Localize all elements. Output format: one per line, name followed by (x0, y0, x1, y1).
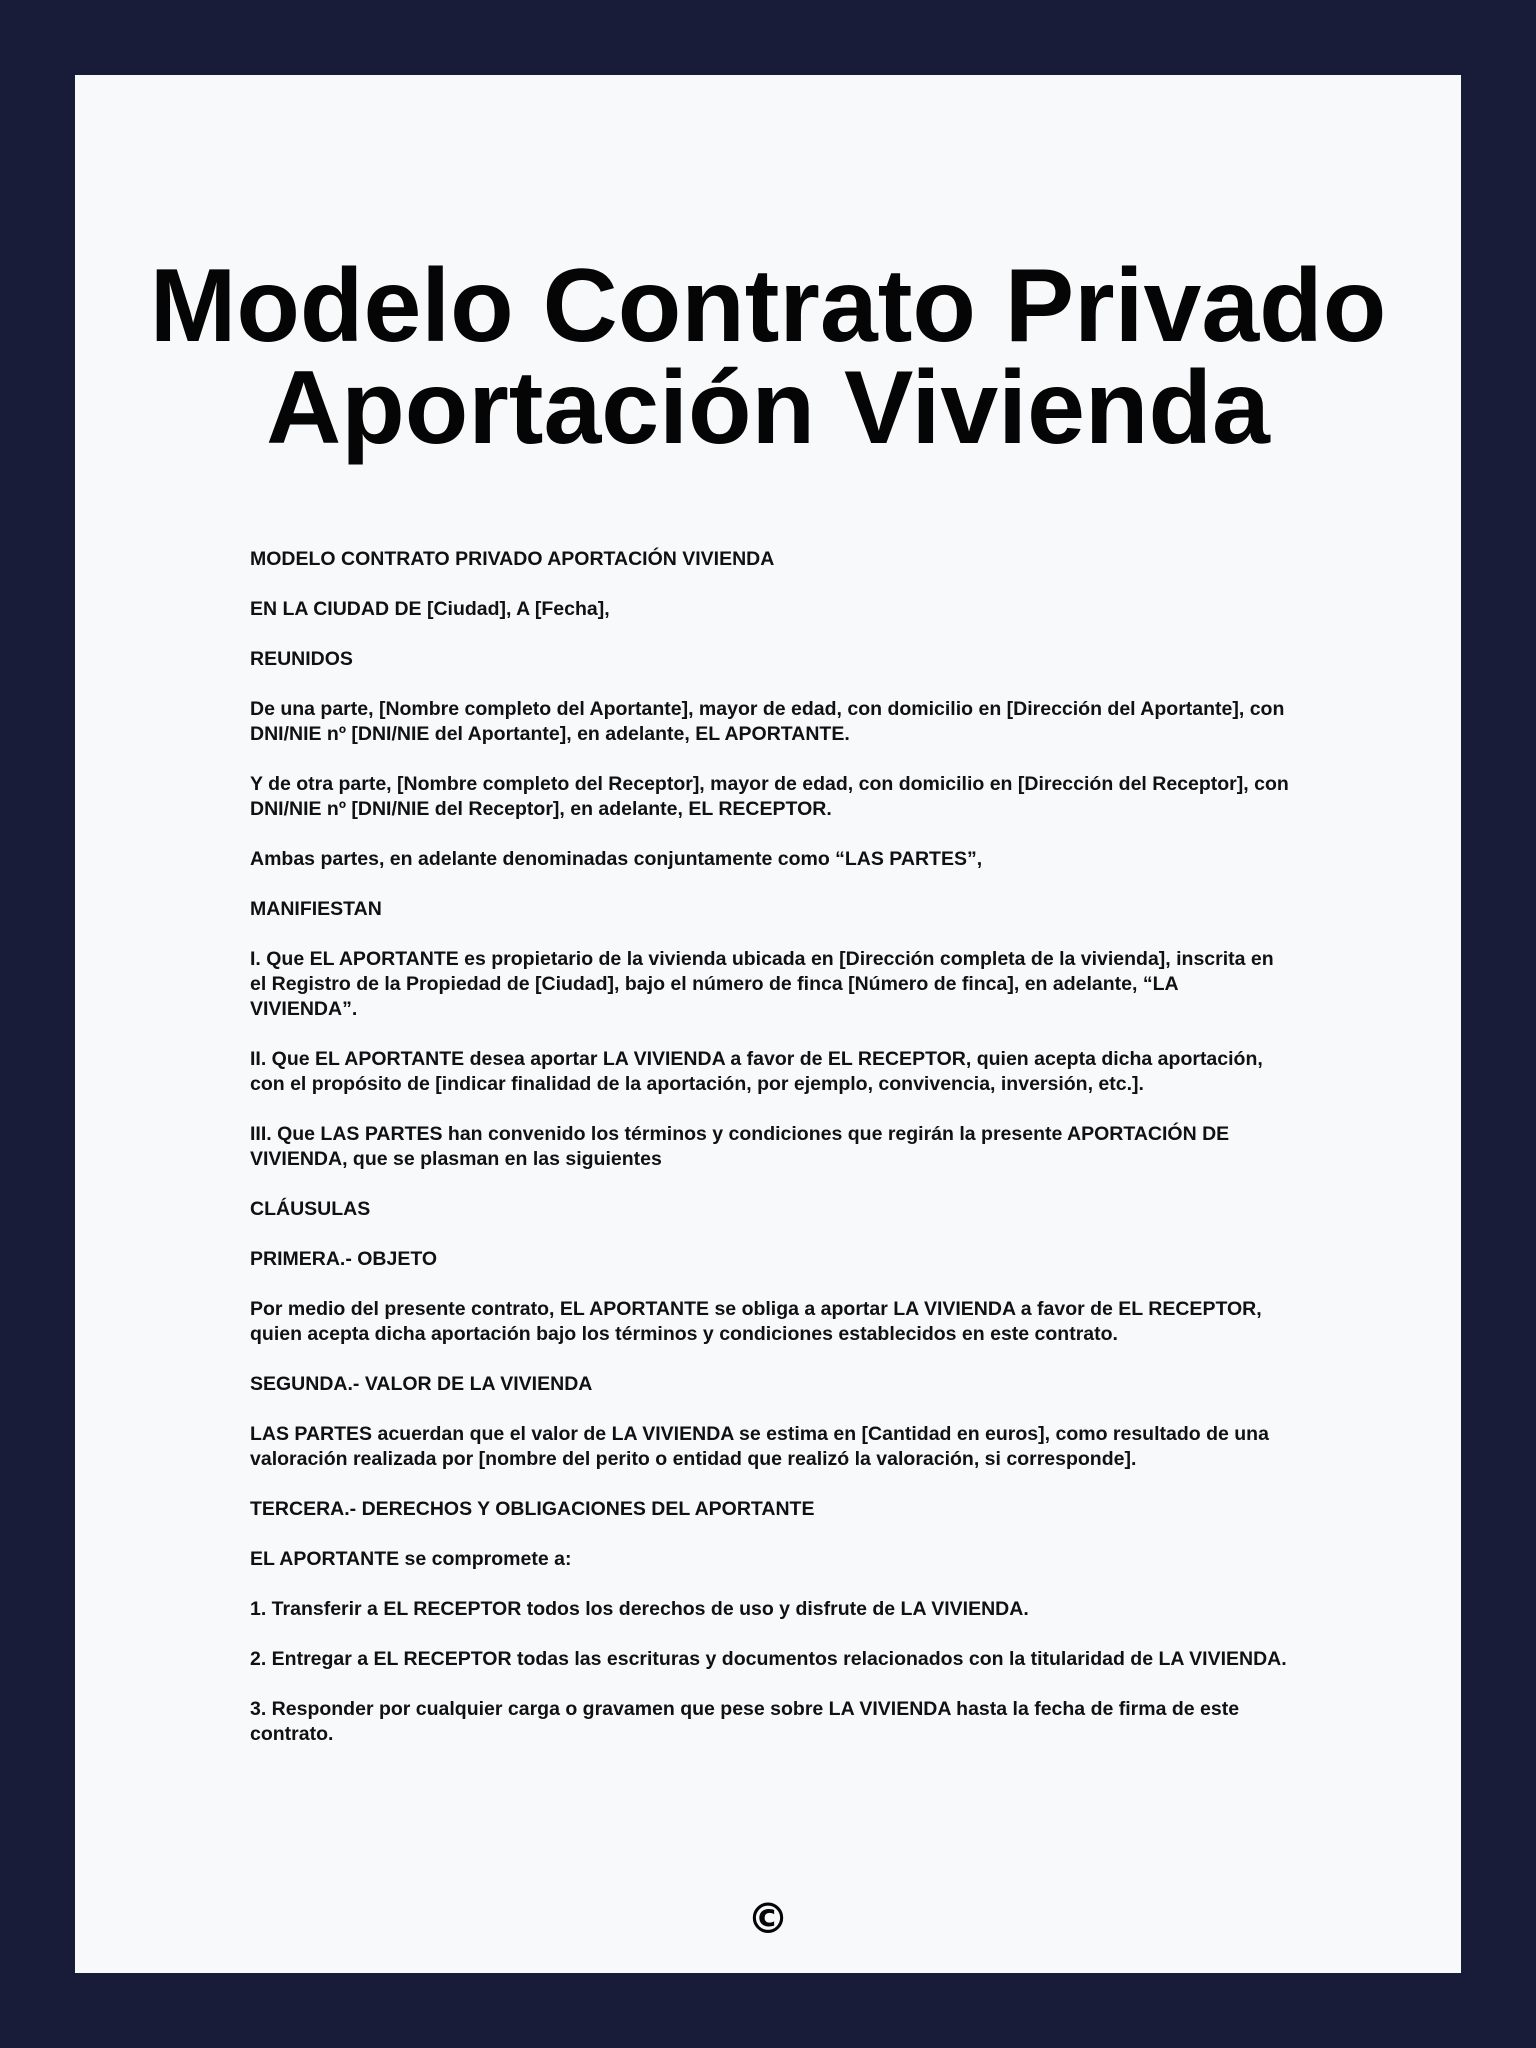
document-title (75, 248, 1461, 466)
obligation-item-3: 3. Responder por cualquier carga o gravamen que pese sobre LA VIVIENDA hasta la fecha de firma de este contrato. (250, 1698, 1240, 1745)
document-title-line-2: Aportación Vivienda (266, 350, 1270, 466)
contract-body (250, 547, 1290, 1772)
document-page (75, 75, 1461, 1973)
clause-text-primera: Por medio del presente contrato, EL APORTANTE se obliga a aportar LA VIVIENDA a favor de EL RECEPTOR, quien acepta dicha aportación bajo los términos y condiciones establecidos en este contrato. (250, 1298, 1262, 1345)
clause-text-tercera-intro: EL APORTANTE se compromete a: (250, 1548, 572, 1570)
manifest-item-2: II. Que EL APORTANTE desea aportar LA VIVIENDA a favor de EL RECEPTOR, quien acepta dicha aportación, con el propósito de [indicar finalidad de la aportación, por ejemplo, convivencia, inversión, etc.]. (250, 1048, 1263, 1095)
obligation-item-1: 1. Transferir a EL RECEPTOR todos los derechos de uso y disfrute de LA VIVIENDA. (250, 1598, 1029, 1620)
contract-place-date: EN LA CIUDAD DE [Ciudad], A [Fecha], (250, 598, 610, 620)
section-heading-clausulas: CLÁUSULAS (250, 1198, 371, 1220)
section-heading-manifiestan: MANIFIESTAN (250, 898, 382, 920)
copyright-icon: © (747, 1894, 789, 1943)
section-heading-reunidos: REUNIDOS (250, 648, 353, 670)
paragraph-aportante: De una parte, [Nombre completo del Aportante], mayor de edad, con domicilio en [Dirección del Aportante], con DNI/NIE nº [DNI/NIE del Aportante], en adelante, EL APORTANTE. (250, 698, 1285, 745)
manifest-item-3: III. Que LAS PARTES han convenido los términos y condiciones que regirán la presente APORTACIÓN DE VIVIENDA, que se plasman en las siguientes (250, 1123, 1230, 1170)
paragraph-receptor: Y de otra parte, [Nombre completo del Receptor], mayor de edad, con domicilio en [Dirección del Receptor], con DNI/NIE nº [DNI/NIE del Receptor], en adelante, EL RECEPTOR. (250, 773, 1289, 820)
manifest-item-1: I. Que EL APORTANTE es propietario de la vivienda ubicada en [Dirección completa de la vivienda], inscrita en el Registro de la Propiedad de [Ciudad], bajo el número de finca [Número de finca], en adelante, “LA VIVIENDA”. (250, 948, 1274, 1020)
contract-heading: MODELO CONTRATO PRIVADO APORTACIÓN VIVIENDA (250, 548, 775, 570)
clause-heading-tercera: TERCERA.- DERECHOS Y OBLIGACIONES DEL APORTANTE (250, 1498, 815, 1520)
obligation-item-2: 2. Entregar a EL RECEPTOR todas las escrituras y documentos relacionados con la titularidad de LA VIVIENDA. (250, 1648, 1287, 1670)
clause-heading-primera: PRIMERA.- OBJETO (250, 1248, 438, 1270)
clause-heading-segunda: SEGUNDA.- VALOR DE LA VIVIENDA (250, 1373, 593, 1395)
document-title-line-1: Modelo Contrato Privado (149, 248, 1387, 364)
paragraph-las-partes: Ambas partes, en adelante denominadas conjuntamente como “LAS PARTES”, (250, 848, 983, 870)
clause-text-segunda: LAS PARTES acuerdan que el valor de LA VIVIENDA se estima en [Cantidad en euros], como resultado de una valoración realizada por [nombre del perito o entidad que realizó la valoración, si corresponde]. (250, 1423, 1269, 1470)
